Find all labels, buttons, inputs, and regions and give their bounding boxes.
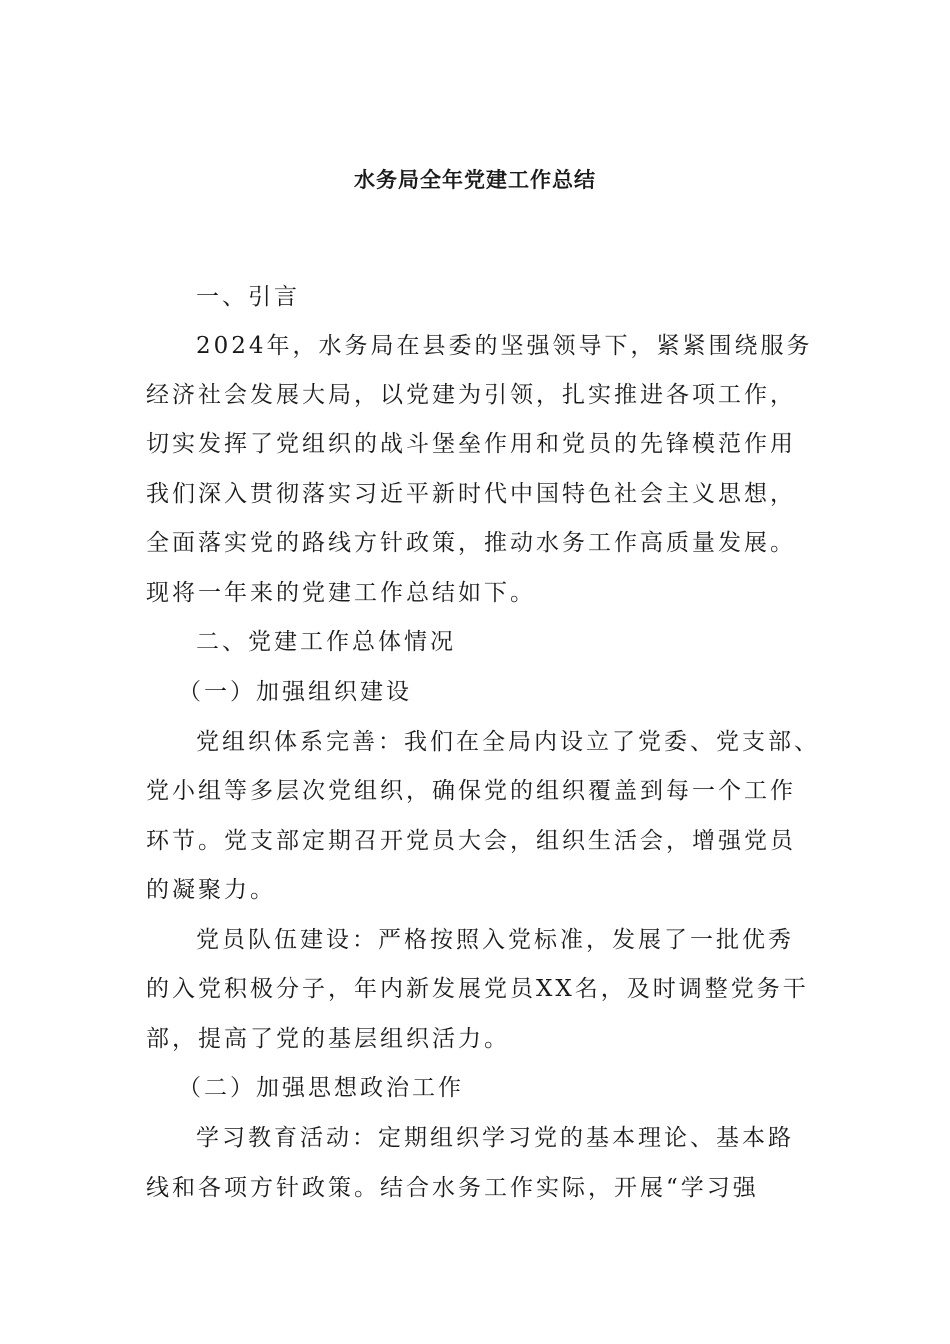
paragraph-line: 环节。党支部定期召开党员大会，组织生活会，增强党员 <box>146 828 796 854</box>
paragraph-line: 的凝聚力。 <box>146 877 276 903</box>
paragraph-line: 党小组等多层次党组织，确保党的组织覆盖到每一个工作 <box>146 778 796 804</box>
subsection-heading-organization: （一）加强组织建设 <box>178 679 412 705</box>
paragraph-line: 我们深入贯彻落实习近平新时代中国特色社会主义思想， <box>146 481 796 507</box>
subsection-heading-ideology: （二）加强思想政治工作 <box>178 1075 464 1101</box>
paragraph-line: 2024年，水务局在县委的坚强领导下，紧紧围绕服务 <box>196 333 813 359</box>
paragraph-line: 党组织体系完善：我们在全局内设立了党委、党支部、 <box>196 729 820 755</box>
paragraph-line: 的入党积极分子，年内新发展党员XX名，及时调整党务干 <box>146 976 809 1002</box>
section-heading-overview: 二、党建工作总体情况 <box>196 629 456 655</box>
paragraph-line: 学习教育活动：定期组织学习党的基本理论、基本路 <box>196 1125 794 1151</box>
paragraph-line: 部，提高了党的基层组织活力。 <box>146 1026 510 1052</box>
paragraph-line: 切实发挥了党组织的战斗堡垒作用和党员的先锋模范作用 <box>146 431 796 457</box>
paragraph-line: 现将一年来的党建工作总结如下。 <box>146 580 536 606</box>
paragraph-line: 全面落实党的路线方针政策，推动水务工作高质量发展。 <box>146 530 796 556</box>
paragraph-line: 经济社会发展大局，以党建为引领，扎实推进各项工作， <box>146 382 796 408</box>
paragraph-line: 党员队伍建设：严格按照入党标准，发展了一批优秀 <box>196 927 794 953</box>
document-title: 水务局全年党建工作总结 <box>354 168 596 192</box>
section-heading-intro: 一、引言 <box>196 284 300 310</box>
paragraph-line: 线和各项方针政策。结合水务工作实际，开展“学习强 <box>146 1175 759 1201</box>
